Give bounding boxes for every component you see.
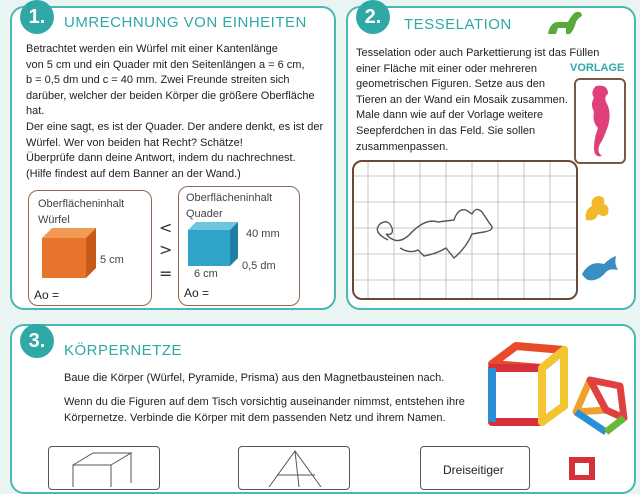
equals-symbol: = [159,264,173,283]
section-2-title: TESSELATION [404,16,512,33]
text-line: einer Fläche mit einer oder mehreren [356,62,537,75]
cube-label-line-2: Würfel [38,214,70,226]
yellow-animal-icon [582,192,612,224]
text-line: darüber, welcher der beiden Körper die größere Oberfläche [26,89,315,102]
text-line: Betrachtet werden ein Würfel mit einer Kantenlänge [26,43,278,55]
text-line: Seepferdchen in das Feld. Sie sollen [356,124,536,137]
cuboid-dimension-a: 6 cm [194,268,218,280]
blue-cuboid-illustration [188,222,238,266]
text-line: b = 0,5 dm und c = 40 mm. Zwei Freunde streiten sich [26,74,290,87]
magnet-prism-photo [566,372,630,440]
text-line: zusammenpassen. [356,140,449,153]
orange-cube-illustration [42,228,96,278]
section-3-number: 3. [20,324,54,358]
section-3-line-3: Körpernetze. Verbinde die Körper mit dem passenden Netz und ihrem Namen. [64,412,446,424]
vorlage-label: VORLAGE [570,62,625,74]
name-box[interactable] [420,446,530,490]
name-box-label: Dreiseitiger [443,463,504,477]
cuboid-dimension-c: 40 mm [246,228,280,240]
section-3-line-1: Baue die Körper (Würfel, Pyramide, Prisma) aus den Magnetbausteinen nach. [64,372,445,384]
cuboid-surface-answer[interactable]: Ao = [184,286,210,300]
cube-sketch-box[interactable] [48,446,160,490]
text-line: Tieren an der Wand ein Mosaik zusammen. [356,93,568,106]
text-line: hat. [26,105,45,118]
section-1-number: 1. [20,0,54,34]
text-line: Würfel. Wer von beiden hat Recht? Schätze! [26,136,243,149]
cube-label-line-1: Oberflächeninhalt [38,198,125,210]
dinosaur-figure-icon [544,8,584,38]
magnet-cube-photo [486,340,570,436]
section-1-text [26,42,323,182]
text-line: Male dann wie auf der Vorlage weitere [356,109,544,122]
section-1-title: UMRECHNUNG VON EINHEITEN [64,14,307,31]
cuboid-dimension-b: 0,5 dm [242,260,276,272]
cuboid-label-line-1: Oberflächeninhalt [186,192,273,204]
text-line: Überprüfe dann deine Antwort, indem du nachrechnest. [26,152,296,165]
magnet-square-photo [568,456,598,480]
less-than-symbol: < [159,218,173,237]
cube-surface-answer[interactable]: Ao = [34,288,60,302]
blue-fish-icon [580,254,620,284]
section-3-line-2: Wenn du die Figuren auf dem Tisch vorsichtig auseinander nimmst, entstehen ihre [64,396,465,408]
text-line: (Hilfe findest auf dem Banner an der Wand.) [26,167,241,180]
pyramid-sketch-box[interactable] [238,446,350,490]
section-3-title: KÖRPERNETZE [64,342,183,359]
text-line: Der eine sagt, es ist der Quader. Der andere denkt, es ist der [26,120,324,133]
greater-than-symbol: > [159,240,173,259]
pink-seahorse-icon [586,82,614,162]
section-2-text [356,46,599,155]
cuboid-label-line-2: Quader [186,208,223,220]
text-line: Tesselation oder auch Parkettierung ist das Füllen [356,47,600,59]
grid-with-seahorse-outline [354,162,576,298]
drawing-field[interactable] [352,160,578,300]
pyramid-sketch [239,447,349,487]
cube-dimension: 5 cm [100,254,124,266]
section-2-number: 2. [356,0,390,34]
text-line: geometrischen Figuren. Setze aus den [356,78,545,91]
text-line: von 5 cm und ein Quader mit den Seitenlängen a = 6 cm, [26,58,305,71]
cube-sketch [49,447,159,487]
